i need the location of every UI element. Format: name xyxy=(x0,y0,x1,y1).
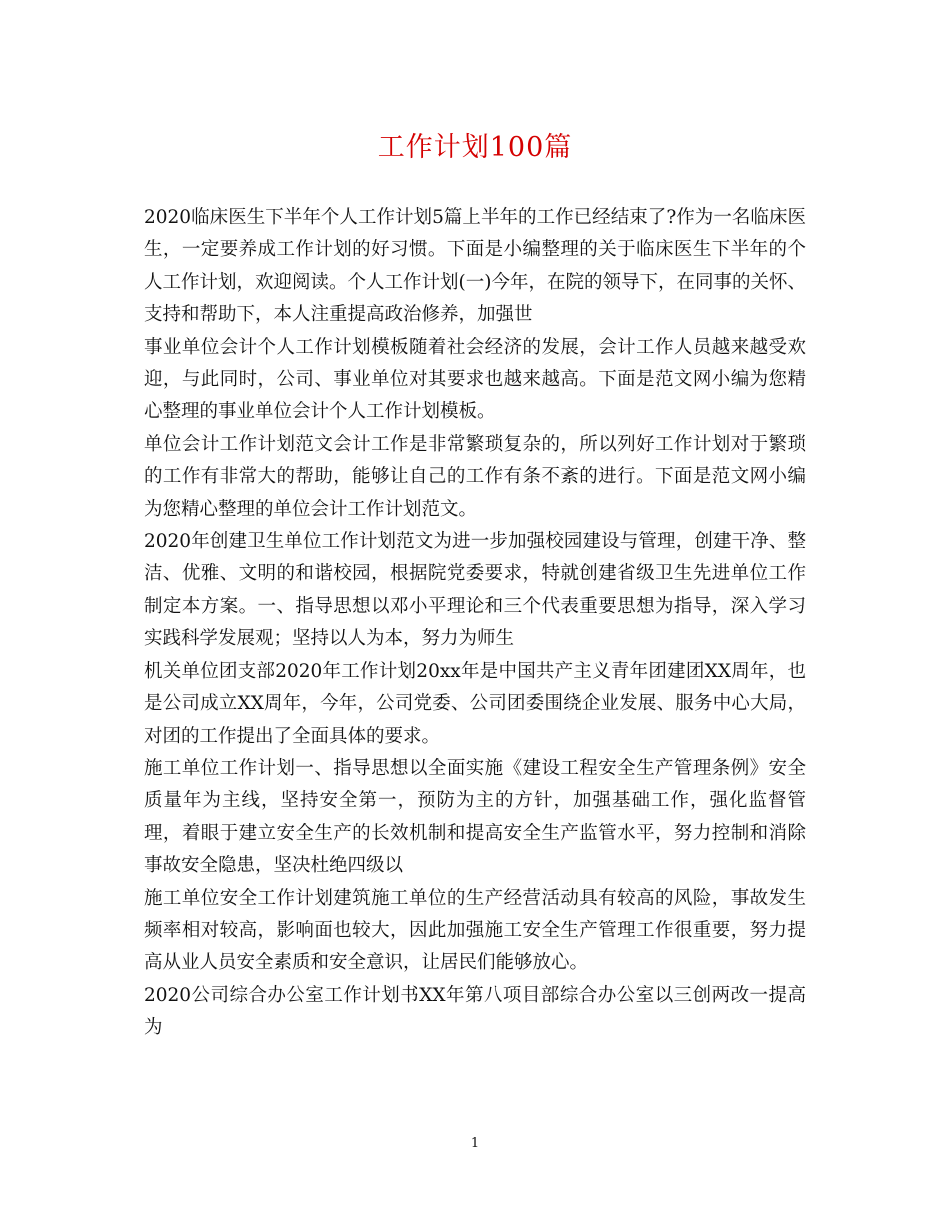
paragraph-7: 施工单位安全工作计划建筑施工单位的生产经营活动具有较高的风险，事故发生频率相对较高，影响面也较大，因此加强施工安全生产管理工作很重要，努力提高从业人员安全素质和安全意识，让居民们能够放心。 xyxy=(144,887,806,974)
document-title: 工作计划100篇 xyxy=(377,132,573,163)
paragraph-5: 机关单位团支部2020年工作计划20xx年是中国共产主义青年团建团XX周年，也是公司成立XX周年，今年，公司党委、公司团委围绕企业发展、服务中心大局，对团的工作提出了全面具体的要求。 xyxy=(144,660,806,747)
page-number: 1 xyxy=(470,1136,480,1151)
document-body xyxy=(144,202,806,1045)
paragraph-3: 单位会计工作计划范文会计工作是非常繁琐复杂的，所以列好工作计划对于繁琐的工作有非常大的帮助，能够让自己的工作有条不紊的进行。下面是范文网小编为您精心整理的单位会计工作计划范文。 xyxy=(144,433,806,520)
paragraph-2: 事业单位会计个人工作计划模板随着社会经济的发展，会计工作人员越来越受欢迎，与此同时，公司、事业单位对其要求也越来越高。下面是范文网小编为您精心整理的事业单位会计个人工作计划模板。 xyxy=(144,336,806,423)
paragraph-8: 2020公司综合办公室工作计划书XX年第八项目部综合办公室以三创两改一提高为 xyxy=(144,984,806,1039)
paragraph-1: 2020临床医生下半年个人工作计划5篇上半年的工作已经结束了?作为一名临床医生，一定要养成工作计划的好习惯。下面是小编整理的关于临床医生下半年的个人工作计划，欢迎阅读。个人工作计划(一)今年，在院的领导下，在同事的关怀、支持和帮助下，本人注重提高政治修养，加强世 xyxy=(144,207,806,326)
paragraph-6: 施工单位工作计划一、指导思想以全面实施《建设工程安全生产管理条例》安全质量年为主线，坚持安全第一，预防为主的方针，加强基础工作，强化监督管理，着眼于建立安全生产的长效机制和提高安全生产监管水平，努力控制和消除事故安全隐患，坚决杜绝四级以 xyxy=(144,757,806,877)
paragraph-4: 2020年创建卫生单位工作计划范文为进一步加强校园建设与管理，创建干净、整洁、优雅、文明的和谐校园，根据院党委要求，特就创建省级卫生先进单位工作制定本方案。一、指导思想以邓小平理论和三个代表重要思想为指导，深入学习实践科学发展观；坚持以人为本，努力为师生 xyxy=(144,531,806,650)
